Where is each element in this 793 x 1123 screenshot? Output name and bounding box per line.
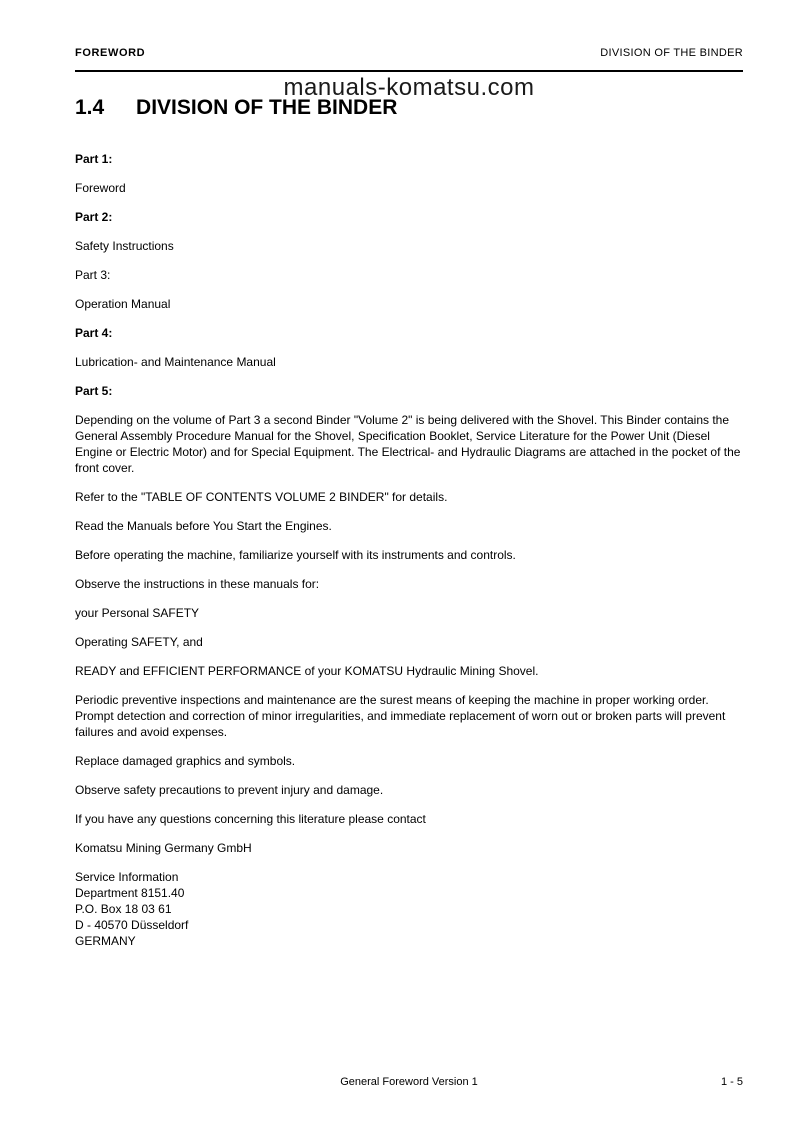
- part-2-heading: Part 2:: [75, 210, 113, 224]
- header-section-label: FOREWORD: [75, 47, 146, 59]
- page-footer: [75, 1076, 743, 1092]
- address-line-department: Department 8151.40: [75, 886, 185, 900]
- paragraph-binder-volume2: Depending on the volume of Part 3 a second Binder "Volume 2" is being delivered with the Shovel. This Binder contains the General Assembly Procedure Manual for the Shovel, Specification Booklet, Service Literature for the Power Unit (Diesel Engine or Electric Motor) and for Special Equipment. The Electrical- and Hydraulic Diagrams are attached in the pocket of the front cover.: [75, 413, 741, 475]
- paragraph-questions-contact: If you have any questions concerning this literature please contact: [75, 812, 426, 826]
- company-name: Komatsu Mining Germany GmbH: [75, 841, 252, 855]
- footer-version-label: General Foreword Version 1: [340, 1076, 478, 1088]
- paragraph-read-manuals: Read the Manuals before You Start the Engines.: [75, 519, 332, 533]
- part-4-text: Lubrication- and Maintenance Manual: [75, 355, 276, 369]
- part-3-heading: Part 3:: [75, 268, 111, 282]
- paragraph-periodic-inspections: Periodic preventive inspections and maintenance are the surest means of keeping the machine in proper working order. Prompt detection and correction of minor irregularities, and immediate replacement of worn out or broken parts will prevent failures and avoid expenses.: [75, 693, 726, 739]
- address-line-pobox: P.O. Box 18 03 61: [75, 902, 172, 916]
- address-block: [75, 869, 743, 949]
- part-5-heading: Part 5:: [75, 384, 113, 398]
- footer-page-number: 1 - 5: [720, 1076, 743, 1088]
- paragraph-ready-performance: READY and EFFICIENT PERFORMANCE of your KOMATSU Hydraulic Mining Shovel.: [75, 664, 539, 678]
- paragraph-observe-precautions: Observe safety precautions to prevent injury and damage.: [75, 783, 384, 797]
- page-header: [75, 47, 743, 59]
- paragraph-observe-instructions: Observe the instructions in these manuals for:: [75, 577, 320, 591]
- address-line-city: D - 40570 Düsseldorf: [75, 918, 189, 932]
- address-line-country: GERMANY: [75, 934, 136, 948]
- paragraph-operating-safety: Operating SAFETY, and: [75, 635, 203, 649]
- watermark-text: manuals-komatsu.com: [283, 74, 535, 101]
- part-4-heading: Part 4:: [75, 326, 113, 340]
- section-number: 1.4: [75, 96, 105, 119]
- paragraph-personal-safety: your Personal SAFETY: [75, 606, 200, 620]
- header-divider: [75, 70, 743, 72]
- paragraph-before-operating: Before operating the machine, familiarize yourself with its instruments and controls.: [75, 548, 516, 562]
- address-line-service: Service Information: [75, 870, 179, 884]
- paragraph-replace-graphics: Replace damaged graphics and symbols.: [75, 754, 296, 768]
- part-2-text: Safety Instructions: [75, 239, 174, 253]
- body-content: [75, 151, 743, 962]
- part-1-text: Foreword: [75, 181, 126, 195]
- paragraph-refer-toc: Refer to the "TABLE OF CONTENTS VOLUME 2 BINDER" for details.: [75, 490, 448, 504]
- part-3-text: Operation Manual: [75, 297, 171, 311]
- section-title-text: DIVISION OF THE BINDER: [136, 96, 398, 119]
- header-chapter-label: DIVISION OF THE BINDER: [600, 47, 743, 59]
- part-1-heading: Part 1:: [75, 152, 113, 166]
